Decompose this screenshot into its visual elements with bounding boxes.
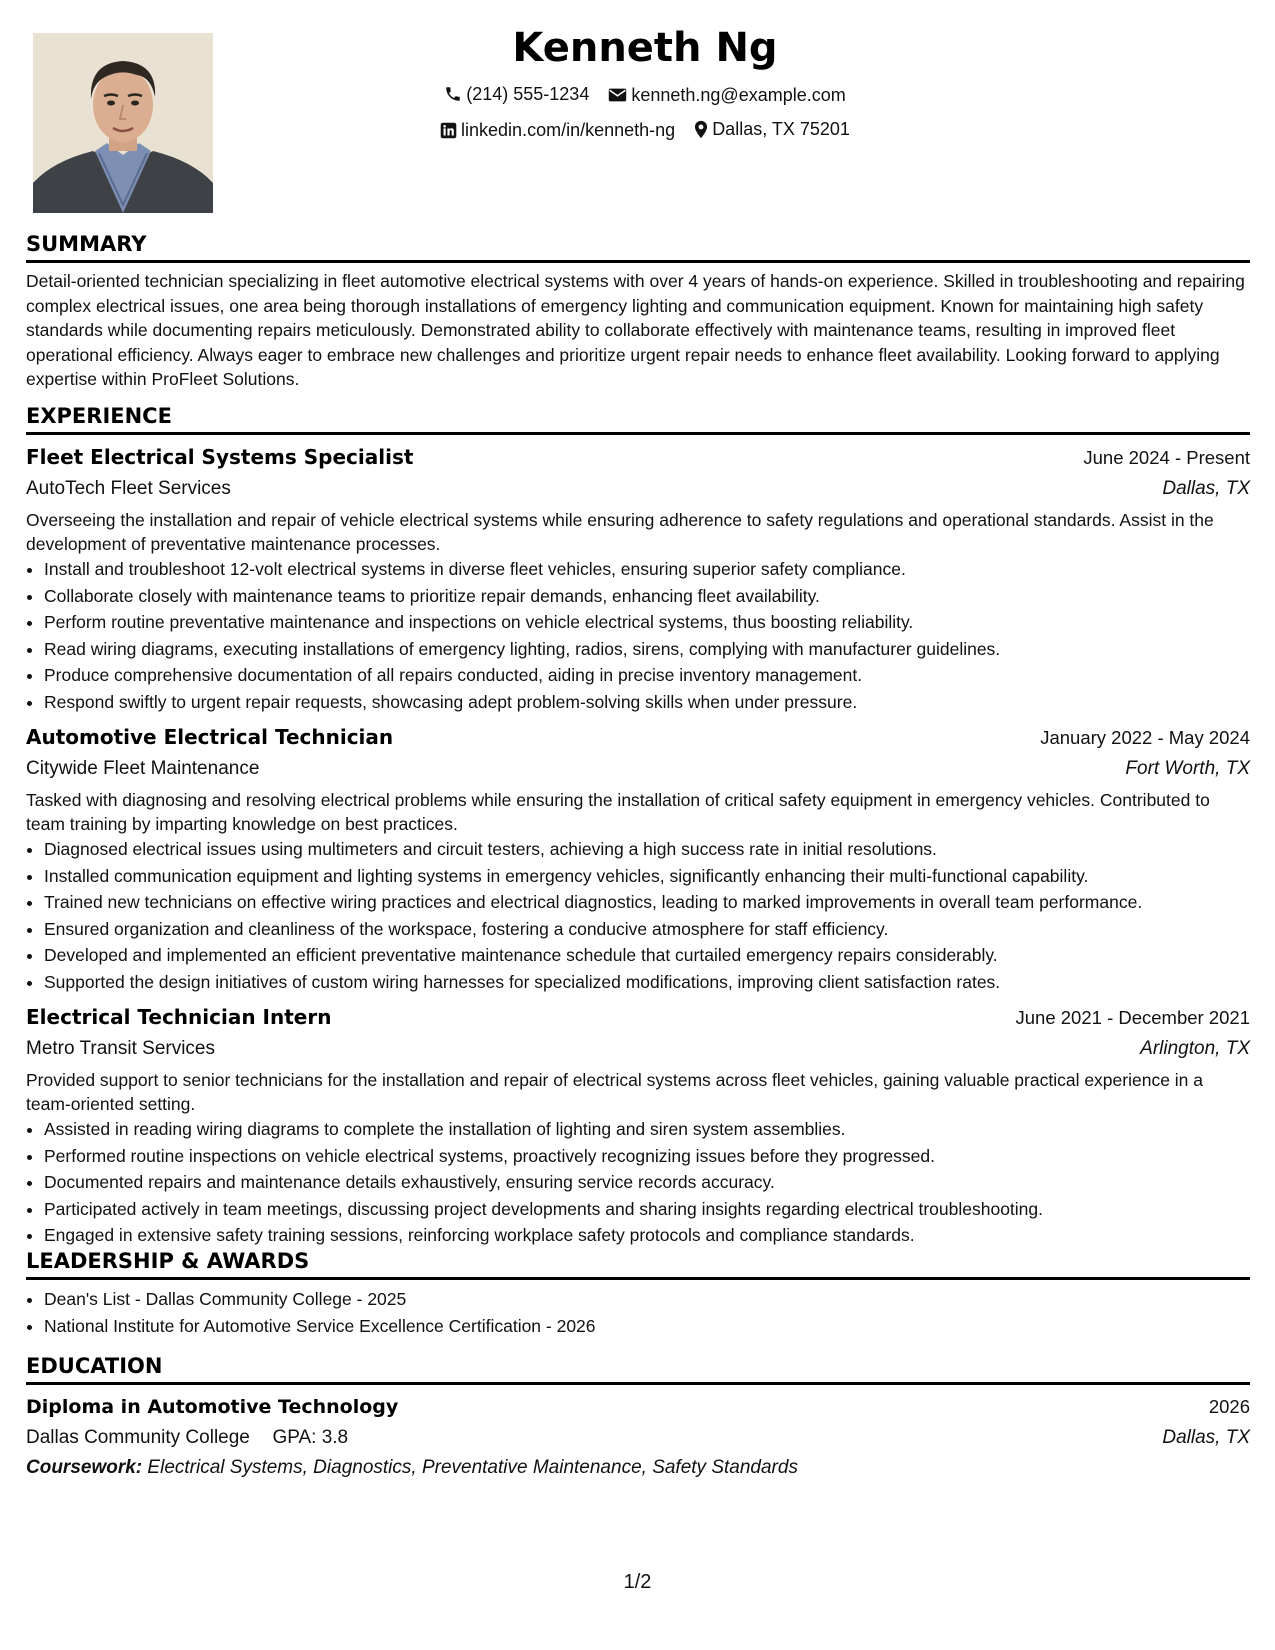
candidate-name: Kenneth Ng: [512, 25, 778, 71]
list-item: • Assisted in reading wiring diagrams to complete the installation of lighting and siren system assemblies.: [44, 1116, 1250, 1143]
education-year: 2026: [1208, 1396, 1250, 1417]
email-text: kenneth.ng@example.com: [631, 85, 846, 105]
job-entry: [26, 441, 1250, 715]
list-item: • Performed routine inspections on vehicle electrical systems, proactively recognizing issues before they progressed.: [44, 1143, 1250, 1170]
job-bullets: [26, 1116, 1250, 1249]
job-company: AutoTech Fleet Services: [26, 478, 231, 499]
job-date: June 2024 - Present: [1083, 447, 1250, 468]
location-text: Dallas, TX 75201: [712, 119, 850, 139]
list-item: • Produce comprehensive documentation of all repairs conducted, aiding in precise inventory management.: [44, 662, 1250, 689]
phone-text: (214) 555-1234: [466, 84, 590, 104]
job-description: Provided support to senior technicians for the installation and repair of electrical systems across fleet vehicles, gaining valuable practical experience in a team-oriented setting.: [26, 1070, 1204, 1114]
experience-section: [26, 402, 1250, 1249]
phone-icon: [444, 85, 462, 103]
experience-heading: EXPERIENCE: [26, 402, 1250, 435]
list-item: • Read wiring diagrams, executing installations of emergency lighting, radios, sirens, complying with manufacturer guidelines.: [44, 636, 1250, 663]
awards-list: [26, 1286, 1250, 1339]
job-title: Automotive Electrical Technician: [26, 725, 394, 749]
school-location: Dallas, TX: [1162, 1427, 1250, 1448]
linkedin-icon: [440, 122, 457, 139]
job-bullets: [26, 836, 1250, 995]
list-item: • Installed communication equipment and lighting systems in emergency vehicles, significantly enhancing their multi-functional capability.: [44, 863, 1250, 890]
job-entry: [26, 1001, 1250, 1249]
awards-section: [26, 1247, 1250, 1339]
job-location: Arlington, TX: [1140, 1038, 1250, 1059]
job-company: Citywide Fleet Maintenance: [26, 758, 260, 779]
list-item: • Dean's List - Dallas Community College - 2025: [44, 1286, 1250, 1313]
degree-title: Diploma in Automotive Technology: [26, 1396, 399, 1418]
education-section: [26, 1352, 1250, 1483]
list-item: • Participated actively in team meetings, discussing project developments and sharing insights regarding electrical troubleshooting.: [44, 1196, 1250, 1223]
summary-section: [26, 230, 1250, 392]
awards-heading: LEADERSHIP & AWARDS: [26, 1247, 1250, 1280]
job-date: June 2021 - December 2021: [1015, 1007, 1250, 1028]
list-item: • Trained new technicians on effective wiring practices and electrical diagnostics, leading to marked improvements in overall team performance.: [44, 889, 1250, 916]
list-item: • Engaged in extensive safety training sessions, reinforcing workplace safety protocols and compliance standards.: [44, 1222, 1250, 1249]
list-item: • Developed and implemented an efficient preventative maintenance schedule that curtailed emergency repairs considerably.: [44, 942, 1250, 969]
list-item: • Perform routine preventative maintenance and inspections on vehicle electrical systems, thus boosting reliability.: [44, 609, 1250, 636]
school-name: Dallas Community College: [26, 1427, 250, 1448]
summary-heading: SUMMARY: [26, 230, 1250, 263]
job-description: Tasked with diagnosing and resolving electrical problems while ensuring the installation of critical safety equipment in emergency vehicles. Contributed to team training by imparting knowledge on best practices.: [26, 790, 1210, 834]
job-title: Fleet Electrical Systems Specialist: [26, 445, 414, 469]
coursework-label: Coursework:: [26, 1457, 143, 1478]
education-heading: EDUCATION: [26, 1352, 1250, 1385]
page-number: 1/2: [623, 1571, 652, 1593]
list-item: • Supported the design initiatives of custom wiring harnesses for specialized modifications, improving client satisfaction rates.: [44, 969, 1250, 996]
job-location: Fort Worth, TX: [1125, 758, 1250, 779]
list-item: • Install and troubleshoot 12-volt electrical systems in diverse fleet vehicles, ensuring superior safety compliance.: [44, 556, 1250, 583]
linkedin-contact[interactable]: [440, 114, 675, 146]
school-name-line: [26, 1423, 348, 1453]
job-bullets: [26, 556, 1250, 715]
list-item: • Diagnosed electrical issues using multimeters and circuit testers, achieving a high success rate in initial resolutions.: [44, 836, 1250, 863]
list-item: • Collaborate closely with maintenance teams to prioritize repair demands, enhancing fleet availability.: [44, 583, 1250, 610]
list-item: • Respond swiftly to urgent repair requests, showcasing adept problem-solving skills when under pressure.: [44, 689, 1250, 716]
job-description: Overseeing the installation and repair of vehicle electrical systems while ensuring adherence to safety regulations and operational standards. Assist in the development of preventative maintenance processes.: [26, 510, 1214, 554]
coursework-line: [26, 1453, 1250, 1483]
resume-header: [250, 18, 1040, 149]
location-contact: [694, 113, 850, 145]
coursework-text: Electrical Systems, Diagnostics, Preventative Maintenance, Safety Standards: [147, 1457, 798, 1478]
envelope-icon: [608, 87, 627, 103]
job-location: Dallas, TX: [1162, 478, 1250, 499]
linkedin-text: linkedin.com/in/kenneth-ng: [461, 120, 676, 140]
list-item: • National Institute for Automotive Service Excellence Certification - 2026: [44, 1313, 1250, 1340]
phone-contact: [444, 78, 589, 110]
list-item: • Ensured organization and cleanliness of the workspace, fostering a conducive atmosphere for staff efficiency.: [44, 916, 1250, 943]
profile-photo: [33, 33, 213, 213]
list-item: • Documented repairs and maintenance details exhaustively, ensuring service records accuracy.: [44, 1169, 1250, 1196]
job-date: January 2022 - May 2024: [1040, 727, 1250, 748]
email-contact[interactable]: [608, 79, 845, 111]
contact-line-2: [250, 113, 1040, 149]
job-entry: [26, 721, 1250, 995]
gpa: GPA: 3.8: [272, 1427, 349, 1448]
summary-text: Detail-oriented technician specializing in fleet automotive electrical systems with over 4 years of hands-on experience. Skilled in troubleshooting and repairing complex electrical issues, one area being thorough installations of emergency lighting and communication equipment. Known for maintaining high safety standards while documenting repairs meticulously. Demonstrated ability to collaborate effectively with maintenance teams, resulting in improved fleet operational efficiency. Always eager to embrace new challenges and prioritize urgent repair needs to enhance fleet availability. Looking forward to applying expertise within ProFleet Solutions.: [26, 271, 1245, 389]
map-pin-icon: [694, 120, 708, 139]
job-title: Electrical Technician Intern: [26, 1005, 332, 1029]
contact-line-1: [250, 78, 1040, 113]
job-company: Metro Transit Services: [26, 1038, 215, 1059]
